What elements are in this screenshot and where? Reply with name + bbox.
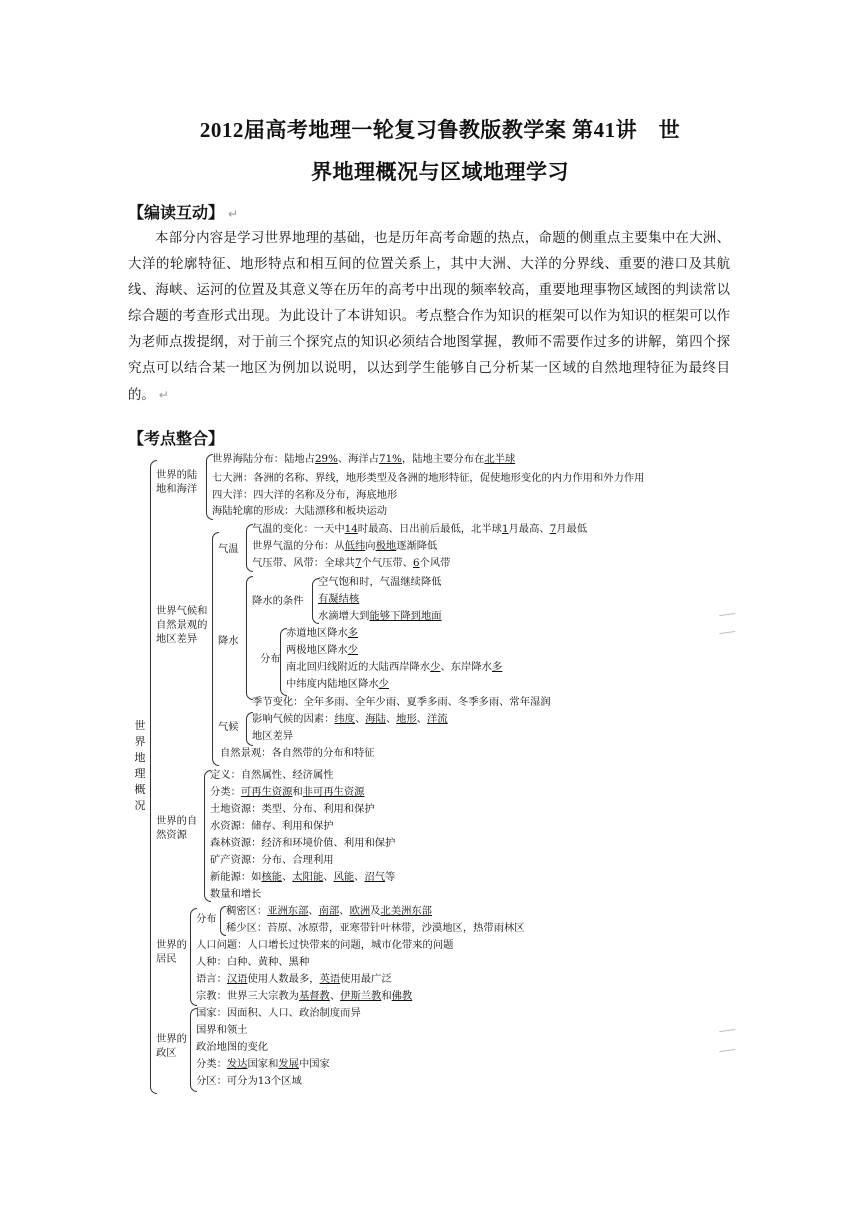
qihou-item: 地区差异 bbox=[252, 730, 294, 742]
qihou-label: 气候 bbox=[218, 721, 239, 733]
scan-mark bbox=[719, 1049, 736, 1062]
tiaojian-item: 水滴增大到能够下降到地面 bbox=[318, 610, 442, 622]
section-heading-summary: 【考点整合】 bbox=[128, 429, 225, 448]
s5-item: 国界和领土 bbox=[196, 1024, 248, 1036]
scan-mark bbox=[719, 1029, 736, 1042]
s3-item: 新能源：如核能、太阳能、风能、沼气等 bbox=[210, 871, 396, 883]
fenbu-item: 赤道地区降水多 bbox=[286, 627, 359, 639]
s4-fenbu-label: 分布 bbox=[196, 913, 217, 925]
tiaojian-item: 空气饱和时，气温继续降低 bbox=[318, 576, 442, 588]
qihou-item: 影响气候的因素：纬度、海陆、地形、洋流 bbox=[252, 713, 448, 725]
s4-label: 世界的 居民 bbox=[156, 939, 187, 965]
knowledge-map bbox=[130, 446, 730, 1090]
s3-item: 水资源：储存、利用和保护 bbox=[210, 820, 334, 832]
return-mark-icon: ↵ bbox=[158, 388, 169, 402]
s3-item: 土地资源：类型、分布、利用和保护 bbox=[210, 803, 375, 815]
scan-mark bbox=[719, 613, 736, 626]
doc-title-line2: 界地理概况与区域地理学习 bbox=[311, 160, 569, 184]
qiwen-label: 气温 bbox=[218, 543, 239, 555]
s5-label: 世界的 政区 bbox=[156, 1033, 187, 1059]
root-label: 世界地理概况 bbox=[134, 719, 146, 812]
fenbu-item: 两极地区降水少 bbox=[286, 644, 359, 656]
tiaojian-label: 降水的条件 bbox=[252, 595, 304, 607]
s3-item: 分类：可再生资源和非可再生资源 bbox=[210, 786, 365, 798]
ziran-item: 自然景观：各自然带的分布和特征 bbox=[220, 747, 375, 759]
s4-fenbu-item: 稀少区：苔原、冰原带，亚寒带针叶林带，沙漠地区，热带雨林区 bbox=[226, 922, 525, 934]
s5-item: 国家：因面积、人口、政治制度而异 bbox=[196, 1007, 361, 1019]
s1-item: 海陆轮廓的形成：大陆漂移和板块运动 bbox=[212, 505, 388, 517]
s4-item: 语言：汉语使用人数最多，英语使用最广泛 bbox=[196, 973, 392, 985]
s1-item: 世界海陆分布：陆地占29%、海洋占71%，陆地主要分布在北半球 bbox=[212, 453, 516, 465]
s4-item: 宗教：世界三大宗教为基督教、伊斯兰教和佛教 bbox=[196, 990, 413, 1002]
jiangshui-label: 降水 bbox=[218, 635, 239, 647]
s1-item: 七大洲：各洲的名称、界线，地形类型及各洲的地形特征，促使地形变化的内力作用和外力作用 bbox=[212, 472, 645, 484]
s3-item: 森林资源：经济和环境价值、利用和保护 bbox=[210, 837, 396, 849]
tiaojian-item: 有凝结核 bbox=[318, 593, 360, 605]
fenbu-label: 分布 bbox=[260, 653, 281, 665]
scan-mark bbox=[719, 631, 736, 644]
s4-fenbu-item: 稠密区：亚洲东部、南部、欧洲及北美洲东部 bbox=[226, 905, 432, 917]
s3-item: 数量和增长 bbox=[210, 888, 262, 900]
intro-paragraph bbox=[128, 226, 730, 409]
s1-item: 四大洋：四大洋的名称及分布，海底地形 bbox=[212, 489, 398, 501]
qiwen-item: 气压带、风带：全球共7个气压带、6个风带 bbox=[252, 557, 451, 569]
section-heading-text: 【编读互动】 bbox=[128, 203, 225, 222]
qiwen-item: 世界气温的分布：从低纬向极地逐渐降低 bbox=[252, 540, 438, 552]
fenbu-item: 中纬度内陆地区降水少 bbox=[286, 678, 389, 690]
s5-item: 分类：发达国家和发展中国家 bbox=[196, 1058, 330, 1070]
s3-item: 定义：自然属性、经济属性 bbox=[210, 769, 334, 781]
qiwen-item: 气温的变化：一天中14时最高、日出前后最低，北半球1月最高、7月最低 bbox=[252, 523, 588, 535]
s5-item: 政治地图的变化 bbox=[196, 1041, 269, 1053]
fenbu-item: 南北回归线附近的大陆西岸降水少、东岸降水多 bbox=[286, 661, 503, 673]
s5-item: 分区：可分为13个区域 bbox=[196, 1075, 302, 1087]
s3-item: 矿产资源：分布、合理利用 bbox=[210, 854, 334, 866]
return-mark-icon: ↵ bbox=[228, 207, 239, 221]
doc-title-line1: 2012届高考地理一轮复习鲁教版教学案 第41讲 世 bbox=[199, 118, 681, 142]
s3-label: 世界的自 然资源 bbox=[156, 815, 198, 841]
s4-item: 人种：白种、黄种、黑种 bbox=[196, 956, 310, 968]
root-brace bbox=[150, 460, 157, 1094]
s1-label: 世界的陆 地和海洋 bbox=[156, 469, 198, 495]
intro-text: 本部分内容是学习世界地理的基础，也是历年高考命题的热点，命题的侧重点主要集中在大洲、大洋的轮廓特征、地形特点和相互间的位置关系上，其中大洲、大洋的分界线、重要的港口及其航线、海峡、运河的位置及其意义等在历年的高考中出现的频率较高，重要地理事物区域图的判读常以综合题的考查形式出现。为此设计了本讲知识。考点整合作为知识的框架可以作为知识的框架可以作为老师点拨提纲，对于前三个探究点的知识必须结合地图掌握，教师不需要作过多的讲解，第四个探究点可以结合某一地区为例加以说明，以达到学生能够自己分析某一区域的自然地理特征为最终目的。 bbox=[128, 231, 730, 403]
section-heading-intro bbox=[128, 200, 238, 223]
s2-label: 世界气候和 自然景观的 地区差异 bbox=[156, 605, 208, 645]
s4-item: 人口问题：人口增长过快带来的问题，城市化带来的问题 bbox=[196, 939, 454, 951]
jijie-item: 季节变化：全年多雨、全年少雨、夏季多雨、冬季多雨、常年湿润 bbox=[252, 696, 551, 708]
